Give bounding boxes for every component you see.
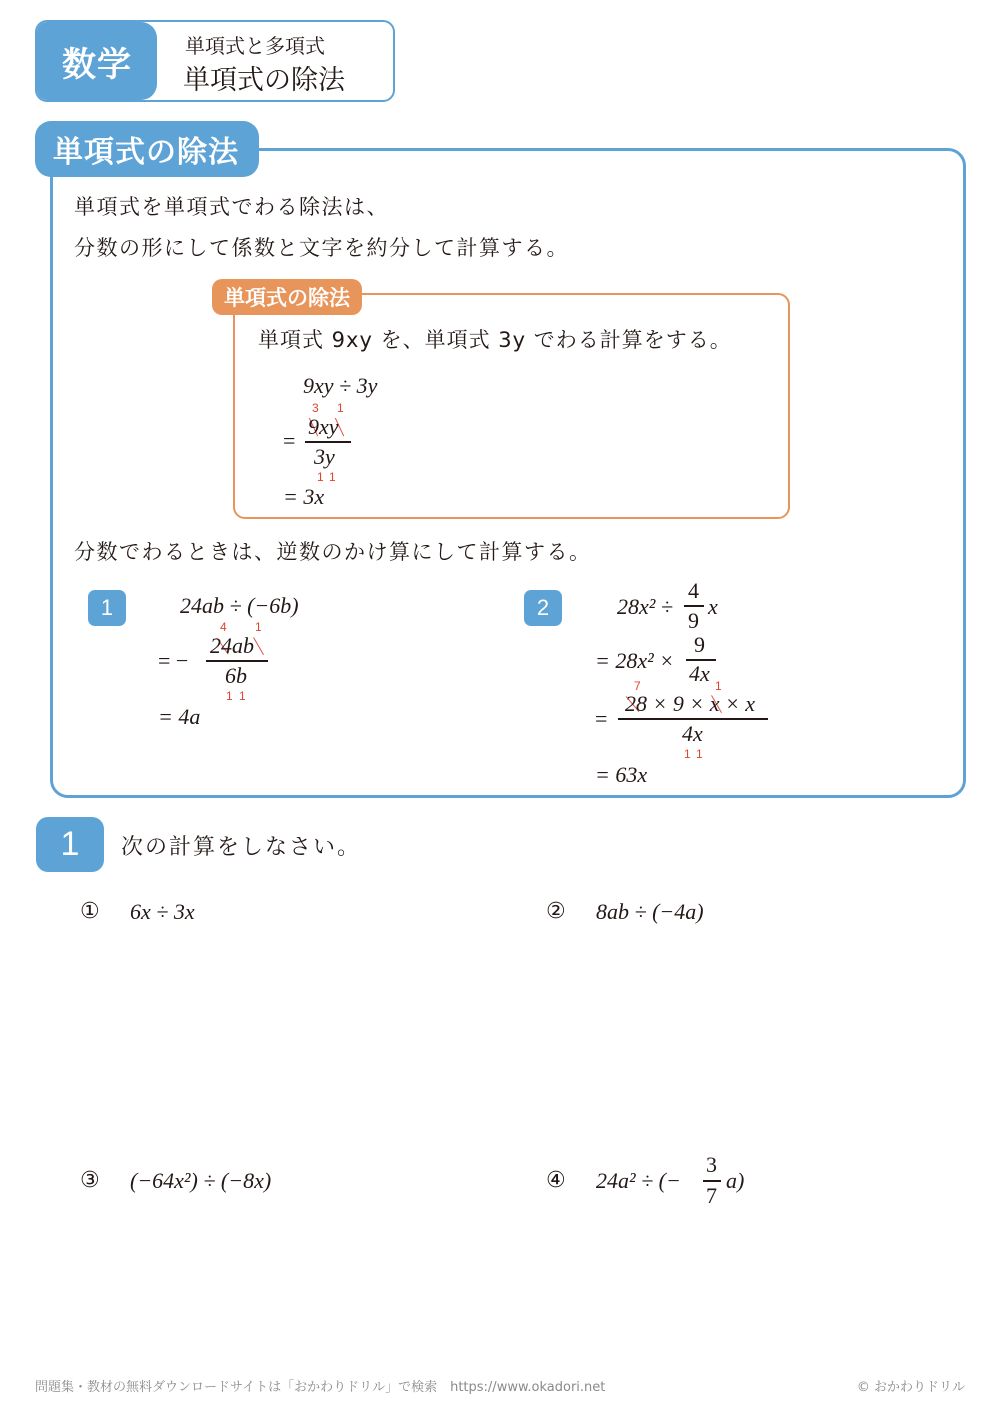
header-box (35, 20, 395, 102)
equals-sign: = (283, 428, 296, 453)
cancel-mark: 3 (312, 401, 319, 415)
example-2-result: = 63x (595, 762, 648, 787)
footer-copyright: © おかわりドリル (856, 1380, 965, 1395)
cancel-mark: 1 (337, 401, 344, 415)
example-1-numerator: 24ab (210, 633, 254, 658)
exercise-instruction: 次の計算をしなさい。 (121, 835, 362, 860)
example-1-step1-prefix: = − (158, 648, 189, 673)
fraction-bar (703, 1180, 721, 1182)
section-title: 単項式の除法 (35, 121, 259, 177)
example-1-expression: 24ab ÷ (−6b) (180, 593, 299, 618)
example-expression: 9xy ÷ 3y (303, 373, 378, 398)
cancel-mark: 7 (634, 679, 641, 693)
example-2-expr-frac-num: 4 (688, 578, 699, 603)
example-1-result: = 4a (158, 704, 201, 729)
problem-1-expression: 6x ÷ 3x (130, 899, 195, 924)
example-2-step1-frac-num: 9 (694, 632, 705, 657)
example-1-denominator: 6b (225, 663, 247, 688)
topic-label: 単項式の除法 (183, 65, 345, 96)
example-result: = 3x (283, 484, 325, 509)
problem-1-label: ① (80, 899, 100, 924)
cancel-mark: 1 (696, 747, 703, 761)
example-2-step2-numerator: 28 × 9 × x × x (625, 691, 756, 716)
example-sentence: 単項式 9xy を、単項式 3y でわる計算をする。 (258, 328, 732, 352)
fraction-bar (684, 605, 704, 607)
cancel-mark: 1 (317, 470, 324, 484)
cancel-mark: 1 (684, 747, 691, 761)
cancel-mark: 1 (255, 620, 262, 634)
fraction-bar (305, 441, 351, 443)
problem-2-expression: 8ab ÷ (−4a) (596, 899, 704, 924)
cancel-mark: 1 (715, 679, 722, 693)
intro-line-2: 分数の形にして係数と文字を約分して計算する。 (74, 236, 569, 260)
problem-3-label: ③ (80, 1168, 100, 1193)
example-2-step1-left: = 28x² × (595, 648, 675, 673)
cancel-mark: 4 (220, 620, 227, 634)
fraction-denominator: 3y (314, 444, 335, 469)
fraction-bar (618, 718, 768, 720)
example-2-step2-denominator: 4x (682, 721, 703, 746)
exercise-number-badge: 1 (36, 817, 104, 872)
unit-label: 単項式と多項式 (185, 34, 325, 58)
problem-4-expr-right: a) (726, 1168, 745, 1193)
problem-3-expression: (−64x²) ÷ (−8x) (130, 1168, 272, 1193)
example-1-badge: 1 (88, 590, 126, 626)
example-2-expr-right: x (708, 594, 718, 619)
intro-line-1: 単項式を単項式でわる除法は、 (74, 195, 389, 219)
footer-text: 問題集・教材の無料ダウンロードサイトは「おかわりドリル」で検索 https://www.okadori.net (35, 1380, 606, 1395)
problem-4-expr-left: 24a² ÷ (− (596, 1168, 681, 1193)
cancel-mark: 1 (226, 689, 233, 703)
fraction-numerator: 9xy (308, 414, 339, 439)
subject-label: 数学 (37, 22, 157, 100)
example-2-expr-left: 28x² ÷ (617, 594, 673, 619)
problem-4-frac-den: 7 (706, 1183, 717, 1208)
problem-4-frac-num: 3 (706, 1152, 717, 1177)
problem-4-label: ④ (546, 1168, 566, 1193)
example-2-badge: 2 (524, 590, 562, 626)
example-box-title: 単項式の除法 (212, 279, 362, 315)
problem-2-label: ② (546, 899, 566, 924)
cancel-mark: 1 (329, 470, 336, 484)
cancel-mark: 1 (239, 689, 246, 703)
example-2-expr-frac-den: 9 (688, 608, 699, 633)
fraction-bar (206, 660, 268, 662)
example-2-step1-frac-den: 4x (689, 661, 710, 686)
example-2-step2-prefix: = (595, 706, 608, 731)
reciprocal-note: 分数でわるときは、逆数のかけ算にして計算する。 (74, 540, 592, 564)
